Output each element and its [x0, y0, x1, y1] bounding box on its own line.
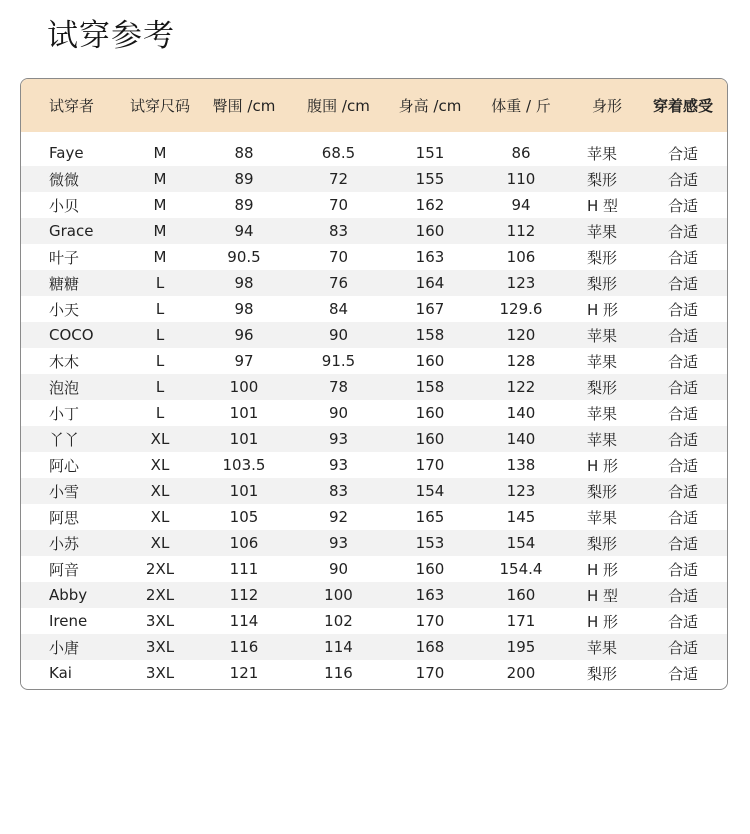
cell-height: 160 [393, 348, 467, 374]
cell-hip: 89 [204, 192, 284, 218]
cell-hip: 94 [204, 218, 284, 244]
cell-weight: 138 [467, 452, 575, 478]
cell-size: XL [116, 504, 204, 530]
cell-waist: 93 [284, 426, 393, 452]
cell-size: 3XL [116, 634, 204, 660]
table-row [21, 608, 727, 634]
try-on-table-card [20, 78, 728, 690]
table-row [21, 504, 727, 530]
cell-hip: 90.5 [204, 244, 284, 270]
header-waist: 腹围 /cm [307, 97, 370, 115]
cell-weight: 154 [467, 530, 575, 556]
table-row [21, 556, 727, 582]
header-height: 身高 /cm [398, 97, 462, 115]
cell-height: 163 [393, 244, 467, 270]
cell-hip: 101 [204, 426, 284, 452]
table-row [21, 530, 727, 556]
table-header-row [21, 79, 727, 132]
cell-height: 167 [393, 296, 467, 322]
cell-height: 162 [393, 192, 467, 218]
cell-size: 3XL [116, 660, 204, 686]
cell-tester: Kai [21, 660, 116, 686]
cell-tester: 阿音 [21, 556, 116, 582]
cell-weight: 110 [467, 166, 575, 192]
cell-weight: 122 [467, 374, 575, 400]
cell-size: M [116, 140, 204, 166]
cell-size: 2XL [116, 582, 204, 608]
cell-fit-feeling: 合适 [639, 504, 727, 530]
cell-body-shape: 苹果 [575, 634, 639, 660]
cell-tester: 阿思 [21, 504, 116, 530]
cell-weight: 86 [467, 140, 575, 166]
cell-weight: 123 [467, 270, 575, 296]
cell-size: XL [116, 478, 204, 504]
cell-hip: 98 [204, 296, 284, 322]
cell-fit-feeling: 合适 [639, 478, 727, 504]
cell-body-shape: H 型 [575, 582, 639, 608]
cell-fit-feeling: 合适 [639, 556, 727, 582]
cell-height: 170 [393, 608, 467, 634]
cell-fit-feeling: 合适 [639, 400, 727, 426]
cell-hip: 121 [204, 660, 284, 686]
cell-fit-feeling: 合适 [639, 426, 727, 452]
cell-waist: 102 [284, 608, 393, 634]
cell-fit-feeling: 合适 [639, 270, 727, 296]
cell-height: 170 [393, 660, 467, 686]
table-spacer-cell [21, 132, 727, 140]
cell-weight: 112 [467, 218, 575, 244]
cell-tester: 小丁 [21, 400, 116, 426]
cell-height: 153 [393, 530, 467, 556]
cell-hip: 88 [204, 140, 284, 166]
cell-fit-feeling: 合适 [639, 140, 727, 166]
cell-height: 154 [393, 478, 467, 504]
cell-height: 168 [393, 634, 467, 660]
cell-waist: 84 [284, 296, 393, 322]
cell-size: L [116, 400, 204, 426]
cell-height: 158 [393, 322, 467, 348]
cell-size: 3XL [116, 608, 204, 634]
cell-height: 155 [393, 166, 467, 192]
cell-waist: 83 [284, 478, 393, 504]
cell-fit-feeling: 合适 [639, 582, 727, 608]
cell-waist: 72 [284, 166, 393, 192]
cell-fit-feeling: 合适 [639, 296, 727, 322]
cell-tester: Faye [21, 140, 116, 166]
table-body [21, 132, 727, 686]
cell-body-shape: 梨形 [575, 660, 639, 686]
cell-hip: 101 [204, 478, 284, 504]
cell-fit-feeling: 合适 [639, 660, 727, 686]
cell-size: L [116, 296, 204, 322]
cell-waist: 90 [284, 400, 393, 426]
table-row [21, 478, 727, 504]
cell-tester: 丫丫 [21, 426, 116, 452]
cell-hip: 103.5 [204, 452, 284, 478]
cell-size: L [116, 270, 204, 296]
cell-height: 151 [393, 140, 467, 166]
cell-tester: 小雪 [21, 478, 116, 504]
cell-body-shape: H 形 [575, 556, 639, 582]
cell-body-shape: 梨形 [575, 530, 639, 556]
table-spacer [21, 132, 727, 140]
cell-waist: 76 [284, 270, 393, 296]
cell-body-shape: 苹果 [575, 400, 639, 426]
cell-tester: 阿心 [21, 452, 116, 478]
cell-body-shape: 苹果 [575, 426, 639, 452]
cell-body-shape: 苹果 [575, 504, 639, 530]
try-on-table [21, 79, 727, 686]
cell-body-shape: H 形 [575, 608, 639, 634]
cell-weight: 200 [467, 660, 575, 686]
header-hip: 臀围 /cm [212, 97, 276, 115]
table-row [21, 374, 727, 400]
cell-body-shape: 苹果 [575, 218, 639, 244]
cell-waist: 68.5 [284, 140, 393, 166]
cell-height: 160 [393, 218, 467, 244]
cell-waist: 116 [284, 660, 393, 686]
cell-waist: 100 [284, 582, 393, 608]
cell-weight: 128 [467, 348, 575, 374]
cell-fit-feeling: 合适 [639, 452, 727, 478]
cell-tester: Abby [21, 582, 116, 608]
cell-fit-feeling: 合适 [639, 608, 727, 634]
cell-size: M [116, 166, 204, 192]
cell-waist: 91.5 [284, 348, 393, 374]
cell-size: M [116, 244, 204, 270]
cell-body-shape: 梨形 [575, 166, 639, 192]
header-fit-feeling: 穿着感受 [652, 97, 713, 115]
table-row [21, 192, 727, 218]
cell-fit-feeling: 合适 [639, 166, 727, 192]
cell-hip: 100 [204, 374, 284, 400]
table-row [21, 660, 727, 686]
cell-fit-feeling: 合适 [639, 634, 727, 660]
cell-waist: 92 [284, 504, 393, 530]
table-row [21, 634, 727, 660]
cell-weight: 94 [467, 192, 575, 218]
cell-height: 165 [393, 504, 467, 530]
cell-tester: 小苏 [21, 530, 116, 556]
cell-tester: Irene [21, 608, 116, 634]
cell-size: M [116, 192, 204, 218]
cell-tester: 微微 [21, 166, 116, 192]
cell-body-shape: 苹果 [575, 348, 639, 374]
cell-size: L [116, 374, 204, 400]
cell-size: XL [116, 426, 204, 452]
table-row [21, 244, 727, 270]
header-size: 试穿尺码 [129, 97, 190, 115]
cell-hip: 106 [204, 530, 284, 556]
cell-weight: 120 [467, 322, 575, 348]
cell-tester: 木木 [21, 348, 116, 374]
cell-body-shape: 苹果 [575, 322, 639, 348]
cell-waist: 83 [284, 218, 393, 244]
table-row [21, 426, 727, 452]
cell-size: L [116, 348, 204, 374]
cell-fit-feeling: 合适 [639, 192, 727, 218]
table-row [21, 296, 727, 322]
cell-body-shape: 梨形 [575, 478, 639, 504]
cell-height: 160 [393, 556, 467, 582]
cell-waist: 90 [284, 556, 393, 582]
cell-tester: 糖糖 [21, 270, 116, 296]
cell-tester: 小贝 [21, 192, 116, 218]
cell-hip: 89 [204, 166, 284, 192]
table-row [21, 452, 727, 478]
cell-tester: 小唐 [21, 634, 116, 660]
cell-fit-feeling: 合适 [639, 374, 727, 400]
cell-hip: 111 [204, 556, 284, 582]
cell-size: L [116, 322, 204, 348]
cell-size: 2XL [116, 556, 204, 582]
cell-weight: 106 [467, 244, 575, 270]
header-tester: 试穿者 [49, 97, 95, 115]
cell-tester: 小天 [21, 296, 116, 322]
cell-fit-feeling: 合适 [639, 322, 727, 348]
cell-tester: Grace [21, 218, 116, 244]
cell-hip: 114 [204, 608, 284, 634]
cell-size: XL [116, 530, 204, 556]
page-title: 试穿参考 [47, 18, 175, 54]
cell-body-shape: H 形 [575, 452, 639, 478]
header-weight: 体重 / 斤 [491, 97, 551, 115]
cell-weight: 123 [467, 478, 575, 504]
table-row [21, 348, 727, 374]
cell-waist: 93 [284, 452, 393, 478]
cell-fit-feeling: 合适 [639, 218, 727, 244]
cell-body-shape: H 型 [575, 192, 639, 218]
cell-body-shape: H 形 [575, 296, 639, 322]
cell-hip: 101 [204, 400, 284, 426]
cell-height: 170 [393, 452, 467, 478]
cell-fit-feeling: 合适 [639, 348, 727, 374]
cell-waist: 70 [284, 192, 393, 218]
cell-body-shape: 苹果 [575, 140, 639, 166]
cell-body-shape: 梨形 [575, 374, 639, 400]
table-row [21, 400, 727, 426]
cell-height: 160 [393, 426, 467, 452]
cell-weight: 195 [467, 634, 575, 660]
cell-weight: 160 [467, 582, 575, 608]
cell-fit-feeling: 合适 [639, 244, 727, 270]
cell-weight: 154.4 [467, 556, 575, 582]
cell-size: M [116, 218, 204, 244]
cell-hip: 97 [204, 348, 284, 374]
cell-hip: 96 [204, 322, 284, 348]
header-body-shape: 身形 [591, 97, 622, 115]
cell-waist: 78 [284, 374, 393, 400]
cell-tester: 叶子 [21, 244, 116, 270]
cell-weight: 145 [467, 504, 575, 530]
cell-weight: 171 [467, 608, 575, 634]
cell-hip: 105 [204, 504, 284, 530]
cell-weight: 129.6 [467, 296, 575, 322]
cell-tester: 泡泡 [21, 374, 116, 400]
table-row [21, 582, 727, 608]
cell-height: 160 [393, 400, 467, 426]
cell-waist: 114 [284, 634, 393, 660]
cell-weight: 140 [467, 426, 575, 452]
cell-hip: 98 [204, 270, 284, 296]
cell-tester: COCO [21, 322, 116, 348]
cell-height: 158 [393, 374, 467, 400]
cell-height: 164 [393, 270, 467, 296]
cell-weight: 140 [467, 400, 575, 426]
table-row [21, 270, 727, 296]
cell-waist: 93 [284, 530, 393, 556]
cell-waist: 70 [284, 244, 393, 270]
cell-body-shape: 梨形 [575, 270, 639, 296]
cell-height: 163 [393, 582, 467, 608]
cell-fit-feeling: 合适 [639, 530, 727, 556]
table-row [21, 322, 727, 348]
cell-waist: 90 [284, 322, 393, 348]
table-row [21, 140, 727, 166]
cell-hip: 116 [204, 634, 284, 660]
table-row [21, 218, 727, 244]
table-row [21, 166, 727, 192]
cell-body-shape: 梨形 [575, 244, 639, 270]
cell-hip: 112 [204, 582, 284, 608]
cell-size: XL [116, 452, 204, 478]
